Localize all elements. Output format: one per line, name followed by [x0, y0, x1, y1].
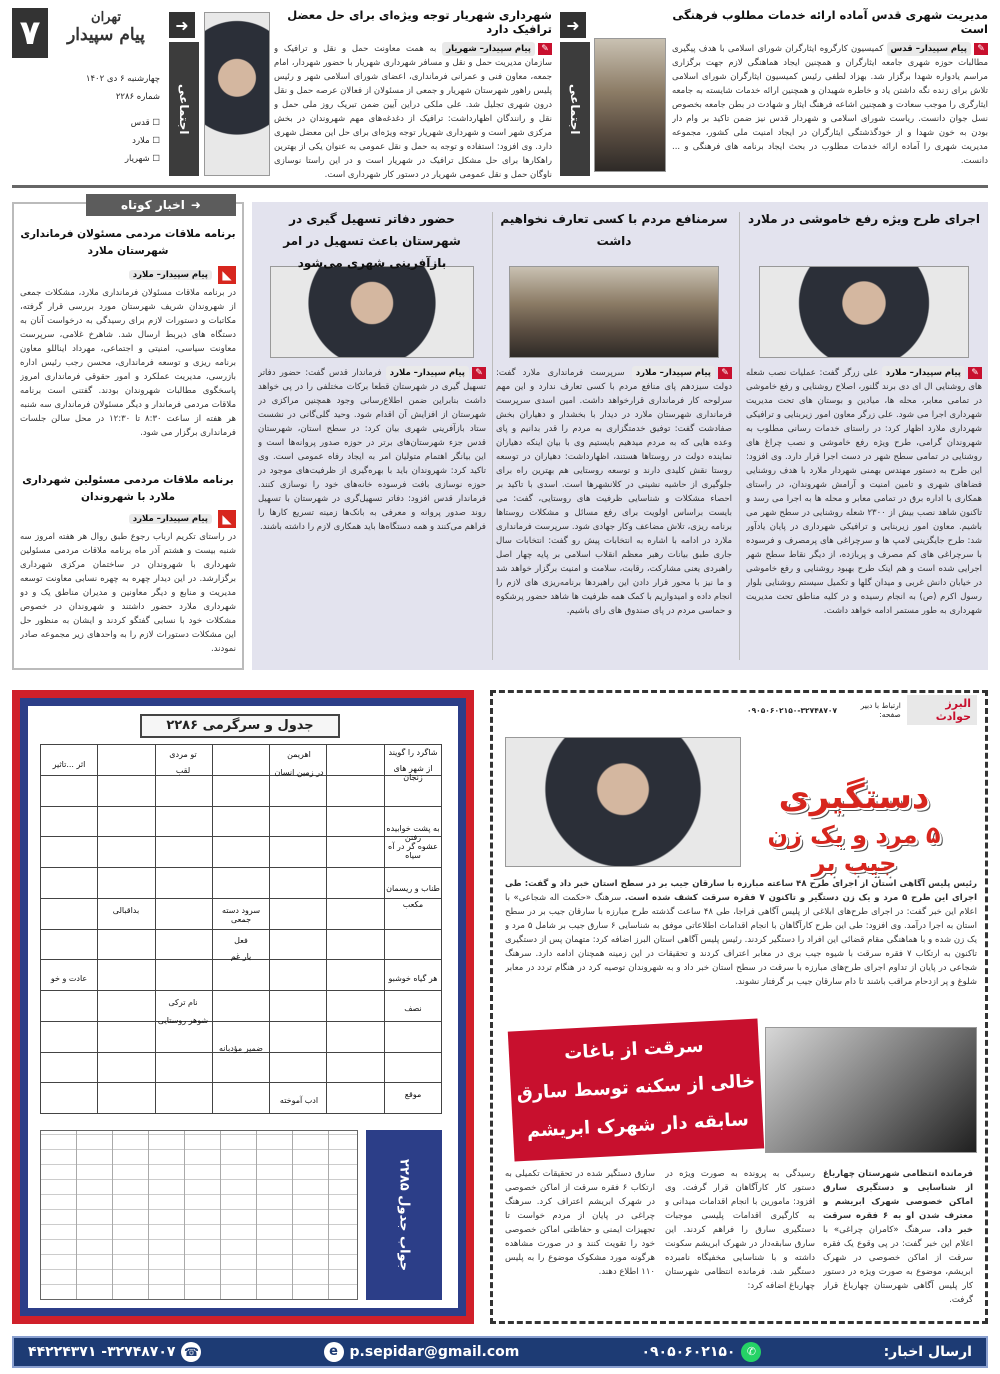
grid-cell[interactable] [156, 776, 213, 807]
briefs-header [86, 194, 236, 216]
grid-cell[interactable] [41, 837, 98, 868]
columns-area [252, 202, 988, 670]
crossword-frame [12, 690, 474, 1324]
crossword-clue: نام ترکی [168, 998, 198, 1007]
answer-title: جواب جدول ۲۲۸۵ [396, 1158, 412, 1272]
crossword-clue: هر گیاه خوشبو [388, 974, 438, 983]
footer-bar [12, 1336, 988, 1368]
logo [52, 10, 160, 58]
grid-cell[interactable] [156, 1083, 213, 1114]
briefs-box [12, 198, 244, 670]
crossword-clue: فعل [234, 936, 248, 945]
story1-body [505, 877, 977, 997]
crossword-clue: سرود دسته جمعی [221, 906, 261, 924]
crossword-clue: مکعب [402, 900, 424, 909]
grid-cell[interactable] [41, 807, 98, 838]
article-text: فرماندار قدس گفت: حضور دفاتر تسهیل گیری در شهرستان قطعا برکات مختلفی را در پی خواهد داشت بنابراین ضمن اطلاع‌رسانی وجود همچنین مراکزی در شهرستان از افزایش آن اقدام شود. وحید گلی‌گانی در نشست ستاد بازآفرینی شهری بیان کرد: در سطح استان، شهرستان قدس جزء شهرستان‌های برتر در حوزه صدور پروانه‌ها است و این بیانگر اهتمام متولیان امر به ایجاد رفاه عمومی است. وی تاکید کرد: شهروندان باید با بهره‌گیری از ظرفیت‌های موجود در حوزه نوسازی بافت فرسوده خانه‌های خود را نوسازی کنند. فرماندار قدس افزود: دفاتر تسهیل‌گری در شهرستان با تسهیل روند صدور پروانه و معرفی به بانک‌ها زمینه تسریع کارها را فراهم می‌کنند و همه دستگاه‌ها باید همکاری لازم را داشته باشند. [258, 368, 486, 532]
issue-number: شماره ۲۲۸۶ [115, 92, 160, 102]
grid-cell[interactable] [98, 930, 155, 961]
article-text: علی زرگر گفت: عملیات نصب شعله های روشنایی ال ای دی برند گلنور، اصلاح روشنایی و رفع خاموشی در تمامی معابر، محله ها، میادین و بوستان های تحت مدیریت شهرداری اجرا می شود. علی زرگر معاون امور زیربنایی و ترافیکی شهرداری ملارد اظهار کرد: در راستای خدمات رسانی مطلوب به شهروندان گرامی، طرح ویژه رفع خاموشی و نصب چراغ های روشنایی در تمامی سطح شهر در دست اجرا قرار دارد. وی افزود: این طرح به دستور مهندس بهمنی شهردار ملارد با هدف روشنایی فضاهای شهری و تامین امنیت و آرامش شهروندان، در راستای همکاری با اداره برق در تمامی معابر و محله ها به اجرا می رسد و تاکنون شاهد نصب بیش از ۲۳۰۰ شعله روشنایی در سطح شهر می باشیم. معاون امور زیربنایی و ترافیکی شهرداری در پایان یادآور شد: طرح جایگزینی لامپ ها و سرچراغی های پرمصرف و فرسوده با سرچراغی های کم مصرف و پربازده، از دیگر نقاط سطح شهر اجرایی شده است و هم اینک طرح بهبود روشنایی و رفع خاموشی در خیابان دانش غربی و میدان گلها و تکمیل سیستم روشنایی بلوار رسول اکرم (ص) به انجام رسیده و در کلیه مناطق تحت مدیریت شهرداری به طور مستمر ادامه خواهد داشت. [746, 368, 982, 616]
news-tag-icon: ✎ [968, 367, 982, 379]
grid-cell[interactable] [327, 991, 384, 1022]
brief1-byline-row [20, 266, 236, 284]
city-list [112, 114, 160, 168]
grid-cell[interactable] [98, 807, 155, 838]
article-title: اجرای طرح ویژه رفع خاموشی در ملارد [747, 212, 981, 226]
grid-cell[interactable] [327, 807, 384, 838]
police-officer-photo [505, 737, 741, 867]
city-item: ☐ قدس [130, 118, 160, 128]
grid-cell[interactable] [156, 837, 213, 868]
grid-cell[interactable] [156, 960, 213, 991]
headline-1-line1: دستگیری [778, 777, 930, 817]
story2-col1 [823, 1167, 973, 1317]
email-item[interactable] [324, 1342, 520, 1362]
crossword-title: جدول و سرگرمی ۲۲۸۶ [140, 714, 340, 738]
byline: پیام سپیدار– شهریار [442, 42, 535, 56]
whatsapp-item[interactable] [641, 1342, 761, 1362]
article-photo [270, 266, 474, 358]
byline: پیام سپیدار– ملارد [386, 366, 469, 380]
grid-cell[interactable] [270, 991, 327, 1022]
crossword-clue: به پشت خوابیده رفتن [386, 824, 440, 842]
arrow-left-icon: ➜ [169, 12, 195, 38]
article-title: سرمنافع مردم با کسی تعارف نخواهیم داشت [500, 212, 728, 248]
grid-cell[interactable] [156, 930, 213, 961]
grid-cell[interactable] [270, 899, 327, 930]
logo-line2: پیام سپیدار [67, 25, 145, 45]
answer-grid [40, 1130, 358, 1300]
news-marker-icon: ◣ [218, 510, 236, 528]
section-band [560, 12, 590, 176]
crossword-clue: اهریمن [287, 750, 311, 759]
section-band [169, 12, 199, 176]
grid-cell[interactable] [213, 1083, 270, 1114]
grid-cell[interactable] [270, 1053, 327, 1084]
article-body [496, 366, 732, 656]
story2-col3: سارق دستگیر شده در تحقیقات تکمیلی به ارتکاب ۶ فقره سرقت از اماکن خصوصی در شهرک ابریشم اعتراف کرد. سرهنگ چراغی در پایان از مردم خواست تا تجهیزات ایمنی و حفاظتی اماکن خصوصی خود را تقویت کنند و در صورت مشاهده هرگونه مورد مشکوک موضوع را به پلیس ۱۱۰ اطلاع دهند. [505, 1169, 655, 1277]
article-photo [509, 266, 719, 358]
grid-cell[interactable] [41, 868, 98, 899]
story2-text-a: سرهنگ «کامران چراغی» با اعلام این خبر گفت: در پی وقوع یک فقره سرقت از اماکن خصوصی در شهرک ابریشم، موضوع به صورت ویژه در دستور کار پلیس آگاهی شهرستان چهارباغ قرار گرفت. [823, 1225, 973, 1305]
crossword-grid [40, 744, 442, 1114]
grid-cell[interactable] [98, 868, 155, 899]
crossword-clue: لقب [175, 766, 191, 775]
crossword-clue: بداقبالی [112, 906, 140, 915]
grid-cell[interactable] [385, 930, 442, 961]
section-label: اجتماعی [560, 42, 590, 176]
grid-cell[interactable] [41, 991, 98, 1022]
grid-cell[interactable] [98, 1083, 155, 1114]
whatsapp-icon: ✆ [741, 1342, 761, 1362]
brief2-body: در راستای تکریم ارباب رجوع طبق روال هر هفته امروز سه شنبه بیست و هشتم آذر ماه برنامه ملاقات مردمی مسئولین شهرداری با شهروندان در ساختمان مرکزی شهرداری برگزارشد. در این دیدار چهره به چهره نسابی معاونت توسعه مدیریت و منابع و دیگر معاونین و مدیران مناطق یک و دو شهرداری ملارد حضور داشتند و شهروندان در خصوص مشکلات خود با نسابی گفتگو کردند و ایشان به منظور حل این مشکلات دستورات لازم را به واحدهای زیر مجموعه صادر نمودند. [20, 532, 236, 654]
story-qods [672, 8, 988, 180]
email-address: p.sepidar@gmail.com [349, 1344, 520, 1360]
masthead [12, 8, 162, 180]
city-item: ☐ ملارد [132, 136, 160, 146]
handcuffs-photo [765, 1027, 977, 1153]
crossword-clue: تو مردی [169, 750, 197, 759]
phone-icon: ☎ [181, 1342, 201, 1362]
grid-cell[interactable] [385, 1022, 442, 1053]
grid-cell[interactable] [213, 991, 270, 1022]
news-tag-icon: ✎ [974, 43, 988, 55]
grid-cell[interactable] [213, 1053, 270, 1084]
grid-cell[interactable] [41, 1022, 98, 1053]
story-text: کمیسیون کارگروه ایثارگران شورای اسلامی با هدف پیگیری مطالبات حوزه شهری جامعه ایثارگران و همچنین ایجاد هماهنگی لازم جهت برگزاری مراسم یادواره شهدا برگزار شد. بهزاد لطفی رئیس کمیسیون ایثارگران شورای اسلامی تلاش برای زنده نگه داشتن یاد و خاطره شهیدان و همچنین ارائه خدمات شایسته به جامعه ایثارگری را موجب سعادت و همچنین اشاعه فرهنگ ایثار و شهادت در بطن جامعه بخصوص نسل جوان دانست. ریاست شورای اسلامی و شهردار قدس نیز ضمن تاکید بر وام دار بودن به خون شهدا و از خودگذشتگی ایثارگران در ایجاد امنیت ملی کشور، مجموعه مدیریت شهری را آماده ارائه خدمات مطلوب در بحث ایجاد برنامه های فرهنگی و ... دانست. [672, 44, 988, 166]
grid-cell[interactable] [213, 807, 270, 838]
crossword-clue: موقع [404, 1090, 422, 1099]
alborz-section [490, 690, 988, 1324]
crossword-clue: ضمیر مؤدبانه [219, 1044, 263, 1053]
headline-2-line2: خالی از سکنه توسط سارق [516, 1070, 756, 1105]
grid-cell[interactable] [270, 868, 327, 899]
headline-2-line3: سابقه دار شهرک ابریشم [526, 1109, 750, 1142]
grid-cell[interactable] [213, 868, 270, 899]
grid-cell[interactable] [327, 960, 384, 991]
footer-label: ارسال اخبار: [883, 1344, 972, 1360]
grid-cell[interactable] [213, 745, 270, 776]
grid-cell[interactable] [98, 1022, 155, 1053]
section-label: اجتماعی [169, 42, 199, 176]
phone-item[interactable] [28, 1342, 201, 1362]
alborz-brand: البرز حوادث [907, 695, 977, 725]
news-tag-icon: ✎ [538, 43, 552, 55]
grid-cell[interactable] [213, 960, 270, 991]
alborz-brand-bar [747, 699, 977, 721]
byline: پیام سپیدار– ملارد [632, 366, 715, 380]
byline: پیام سپیدار– ملارد [882, 366, 965, 380]
grid-cell[interactable] [156, 1022, 213, 1053]
crossword-clue: نصف [404, 1004, 422, 1013]
article-photo [759, 266, 969, 358]
news-marker-icon: ◣ [218, 266, 236, 284]
headline-2 [508, 1019, 764, 1162]
grid-cell[interactable] [156, 1053, 213, 1084]
grid-cell[interactable] [41, 1083, 98, 1114]
grid-cell[interactable] [270, 837, 327, 868]
story-title: شهرداری شهریار توجه ویژه‌ای برای حل معضل ترافیک دارد [287, 8, 552, 36]
grid-cell[interactable] [156, 868, 213, 899]
article-body [258, 366, 486, 656]
story-photo-meeting [594, 38, 666, 172]
grid-cell[interactable] [327, 745, 384, 776]
article-text: سرپرست فرمانداری ملارد گفت: دولت سیزدهم پای منافع مردم با کسی تعارف ندارد و این مهم سرلوحه کار فرمانداری قرارخواهد داشت. امین اسدی سرپرست فرمانداری شهرستان ملارد در دیدار با بخشدار و دهیاران بخش صفادشت گفت: توفیق خدمتگزاری به مردم را قدر بدانیم و پای وعده هایی که به مردم میدهیم بایستیم وی با بیان اینکه دهیاران نماینده دولت در روستاها هستند، اظهارداشت: دهیاران در توسعه روستا نقش کلیدی دارند و توسعه روستایی هم بهترین راه برای جلوگیری از حاشیه نشینی در کلانشهرها است. اسدی با تاکید بر احصاء مشکلات و شناسایی ظرفیت های روستایی، گفت: می بایست براساس اولویت برای رفع مسائل و مشکلات روستاها برنامه ریزی، تلاش مضاعف وکار جهادی شود. سرپرست فرمانداری ملارد در ادامه با اشاره به انتخابات پیش رو گفت: انتخابات سال جاری طبق بیانات رهبر معظم انقلاب اسلامی بر پایه چهار اصل راهبردی یعنی مشارکت، رقابت، سلامت و امنیت برگزار خواهد شد و ما نیز با محور قرار دادن این راهبردها برنامه‌ریزی های لازم را انجام داده و امیدواریم با کمک همه ظرفیت ها شاهد حضور پرشکوه و حماسی مردم در پای صندوق های رای باشیم. [496, 368, 732, 616]
grid-cell[interactable] [327, 1083, 384, 1114]
phone-numbers: ۳۲۷۴۸۷۰۷- ۴۴۲۲۴۳۷۱ [28, 1344, 176, 1360]
grid-cell[interactable] [98, 991, 155, 1022]
crossword-clue: شوهر روستایی [157, 1016, 209, 1025]
byline: پیام سپیدار– ملارد [129, 270, 212, 280]
arrow-left-icon: ➜ [560, 12, 586, 38]
grid-cell[interactable] [41, 899, 98, 930]
grid-cell[interactable] [385, 1053, 442, 1084]
grid-cell[interactable] [270, 1022, 327, 1053]
email-icon: e [324, 1342, 344, 1362]
grid-cell[interactable] [270, 960, 327, 991]
column-divider [739, 212, 740, 660]
whatsapp-number: ۰۹۰۵۰۶۰۲۱۵۰ [641, 1344, 736, 1360]
brief2-title: برنامه ملاقات مردمی مسئولین شهرداری ملارد با شهروندان [22, 474, 234, 503]
headline-2-line1: سرقت از باغات [563, 1035, 705, 1064]
grid-cell[interactable] [98, 837, 155, 868]
logo-line1: تهران [91, 10, 121, 25]
grid-cell[interactable] [327, 1053, 384, 1084]
story-photo-official [204, 12, 270, 176]
brief1-title: برنامه ملاقات مردمی مسئولان فرمانداری شهرستان ملارد [20, 228, 236, 257]
grid-cell[interactable] [156, 899, 213, 930]
column-article [496, 208, 732, 664]
headline-1-line2: ۵ مرد و یک زن جیب بر [767, 821, 941, 877]
grid-cell[interactable] [327, 1022, 384, 1053]
headline-1 [739, 777, 969, 877]
grid-cell[interactable] [156, 807, 213, 838]
grid-cell[interactable] [327, 868, 384, 899]
grid-cell[interactable] [270, 776, 327, 807]
grid-cell[interactable] [213, 837, 270, 868]
column-article [258, 208, 486, 664]
crossword-clue: اثر ...تاثیر [52, 760, 86, 769]
grid-cell[interactable] [270, 930, 327, 961]
grid-cell[interactable] [41, 930, 98, 961]
brief2-byline-row [20, 510, 236, 528]
grid-cell[interactable] [270, 807, 327, 838]
story-body [672, 42, 988, 190]
grid-cell[interactable] [98, 960, 155, 991]
crossword-clue: از شهر های زنجان [393, 764, 433, 782]
contact-phones: ۰۹۰۵۰۶۰۲۱۵۰-۳۲۷۴۸۷۰۷ [747, 705, 838, 715]
crossword-clue: شاگرد را گویند [388, 748, 438, 757]
city-item: ☐ شهریار [124, 154, 160, 164]
story1-lead: رئیس پلیس آگاهی استان از اجرای طرح ۴۸ ساعته مبارزه با سارقان جیب بر در سطح استان خبر داد و گفت: طی اجرای این طرح ۵ مرد و یک زن دستگیر و تاکنون ۷ فقره سرقت کشف شده است. [505, 879, 977, 903]
crossword-clue: ادب آموخته [279, 1096, 319, 1105]
story2-col2: رسیدگی به پرونده به صورت ویژه در دستور کار کارآگاهان قرار گرفت. وی افزود: مامورین با انجام اقدامات میدانی و به کارگیری اقدامات پلیسی موجبات دستگیری سارق را فراهم کردند. این سارق سابقه‌دار در شهرک ابریشم سکونت داشته و با شناسایی مخفیگاه نامبرده دستگیر شد. فرمانده انتظامی شهرستان چهارباغ اضافه کرد: [665, 1169, 815, 1291]
story-text: به همت معاونت حمل و نقل و ترافیک و سازمان مدیریت حمل و نقل و مسافر شهرداری شهریار با حضور شهردار، امام جمعه، معاون فنی و عمرانی فرمانداری، اعضای شورای اسلامی شهر و رئیس پلیس راهور شهرستان شهریار و جمعی از مسئولان از فعالان عرصه حمل و نقل درون شهری تجلیل شد. علی ملکی دراین آیین ضمن تبریک روز ملی حمل و نقل و رانندگان اظهارداشت: ترافیک از دغدغه‌های مهم شهروندان در بخش مرکزی شهر است و شهرداری شهریار توجه ویژه‌ای برای حل این معضل شهری دارد. وی افزود: استفاده و توجه به حمل و نقل عمومی به عنوان یکی از بهترین راهکارها برای حل مشکل ترافیک در شهریار است و در این راستا نوسازی ناوگان حمل و نقل عمومی شهریار در دستور کار شهرداری است. [274, 44, 552, 180]
story1-text: سرهنگ «حکمت اله شجاعی» با اعلام این خبر گفت: در اجرای طرح‌های ابلاغی از پلیس آگاهی فراجا، طی ۴۸ ساعت گذشته طرح مبارزه با سارقان جیب بر در سطح استان به اجرا درآمد. وی افزود: طی این طرح کارآگاهان با انجام اقدامات اطلاعاتی موفق به شناسایی ۶ سارق جیب بر شامل ۵ مرد و یک زن شده و با هماهنگی مقام قضائی این افراد را دستگیر کردند. رئیس پلیس آگاهی استان البرز اضافه کرد: متهمان پس از دستگیری تاکنون به ارتکاب ۷ فقره سرقت با شیوه جیب بری در معابر اعتراف کردند و تحقیقات در این زمینه همچنان ادامه دارد. سرهنگ شجاعی در پایان از تداوم اجرای طرح‌های مبارزه با سرقت در سطح استان خبر داد و به شهروندان توصیه کرد در هنگام تردد در معابر شلوغ و پر ازدحام مراقب باشند تا دام سارقان جیب بر گرفتار نشوند. [505, 893, 977, 987]
page-number: ۷ [12, 8, 48, 58]
grid-cell[interactable] [213, 776, 270, 807]
crossword-inner [20, 698, 466, 1316]
answer-title-box [366, 1130, 442, 1300]
briefs-title: اخبار کوتاه [121, 198, 185, 212]
crossword-clue: یار غم [230, 952, 252, 961]
news-tag-icon: ✎ [718, 367, 732, 379]
grid-cell[interactable] [98, 1053, 155, 1084]
byline: پیام سپیدار– قدس [887, 42, 971, 56]
story-body [274, 42, 552, 190]
brief1-body: در برنامه ملاقات مسئولان فرمانداری ملارد، مشکلات جمعی از شهروندان شریف شهرستان مورد بررسی قرار گرفته، مکاتبات و دستورات لازم برای رسیدگی به درخواست آنان به دستگاه های ذیربط ارسال شد. شاهرخ غلامی، سرپرست معاونت سیاسی، امنیتی و اجتماعی، مهرداد ایناللو معاون برنامه ریزی و توسعه فرمانداری، محسن رجب رئیس اداره بازرسی، مدیریت عملکرد و امور حقوقی فرمانداری امروز پاسخگوی مطالبات شهروندان بودند. گفتنی است برنامه ملاقات مردمی فرماندار و دیگر مسئولان فرمانداری سه شنبه هر هفته از ساعت ۸:۳۰ تا ۱۲:۳۰ در محل سالن جلسات فرمانداری برگزار می شود. [20, 288, 236, 438]
story2-lead: فرمانده انتظامی شهرستان چهارباغ از شناسایی و دستگیری سارق اماکن خصوصی شهرک ابریشم و معترف شدن او به ۶ فقره سرقت خبر داد. [823, 1169, 973, 1235]
crossword-clue: در زمین انسان [274, 768, 324, 777]
issue-date: چهارشنبه ۶ دی ۱۴۰۲ [85, 74, 160, 84]
grid-cell[interactable] [327, 776, 384, 807]
article-body [746, 366, 982, 656]
grid-cell[interactable] [327, 899, 384, 930]
story-title: مدیریت شهری قدس آماده ارائه خدمات مطلوب فرهنگی است [672, 8, 988, 36]
contact-label: ارتباط با دبیر صفحه: [860, 701, 901, 719]
crossword-clue: طناب و ریسمان [386, 884, 440, 893]
top-section [12, 8, 988, 188]
column-article [746, 208, 982, 664]
briefs-arrow-icon: ➜ [190, 198, 201, 212]
grid-cell[interactable] [327, 837, 384, 868]
story-shahriar [274, 8, 552, 180]
grid-cell[interactable] [327, 930, 384, 961]
grid-cell[interactable] [41, 1053, 98, 1084]
article-title: حضور دفاتر تسهیل گیری در شهرستان باعث تسهیل در امر بازآفرینی شهری می‌شود [283, 212, 461, 270]
byline: پیام سپیدار– ملارد [129, 514, 212, 524]
grid-cell[interactable] [41, 776, 98, 807]
grid-cell[interactable] [98, 745, 155, 776]
news-tag-icon: ✎ [472, 367, 486, 379]
grid-cell[interactable] [98, 776, 155, 807]
column-divider [492, 212, 493, 660]
crossword-clue: عشوه گر در آه سیاه [388, 842, 438, 860]
crossword-clue: عادت و خو [50, 974, 88, 983]
